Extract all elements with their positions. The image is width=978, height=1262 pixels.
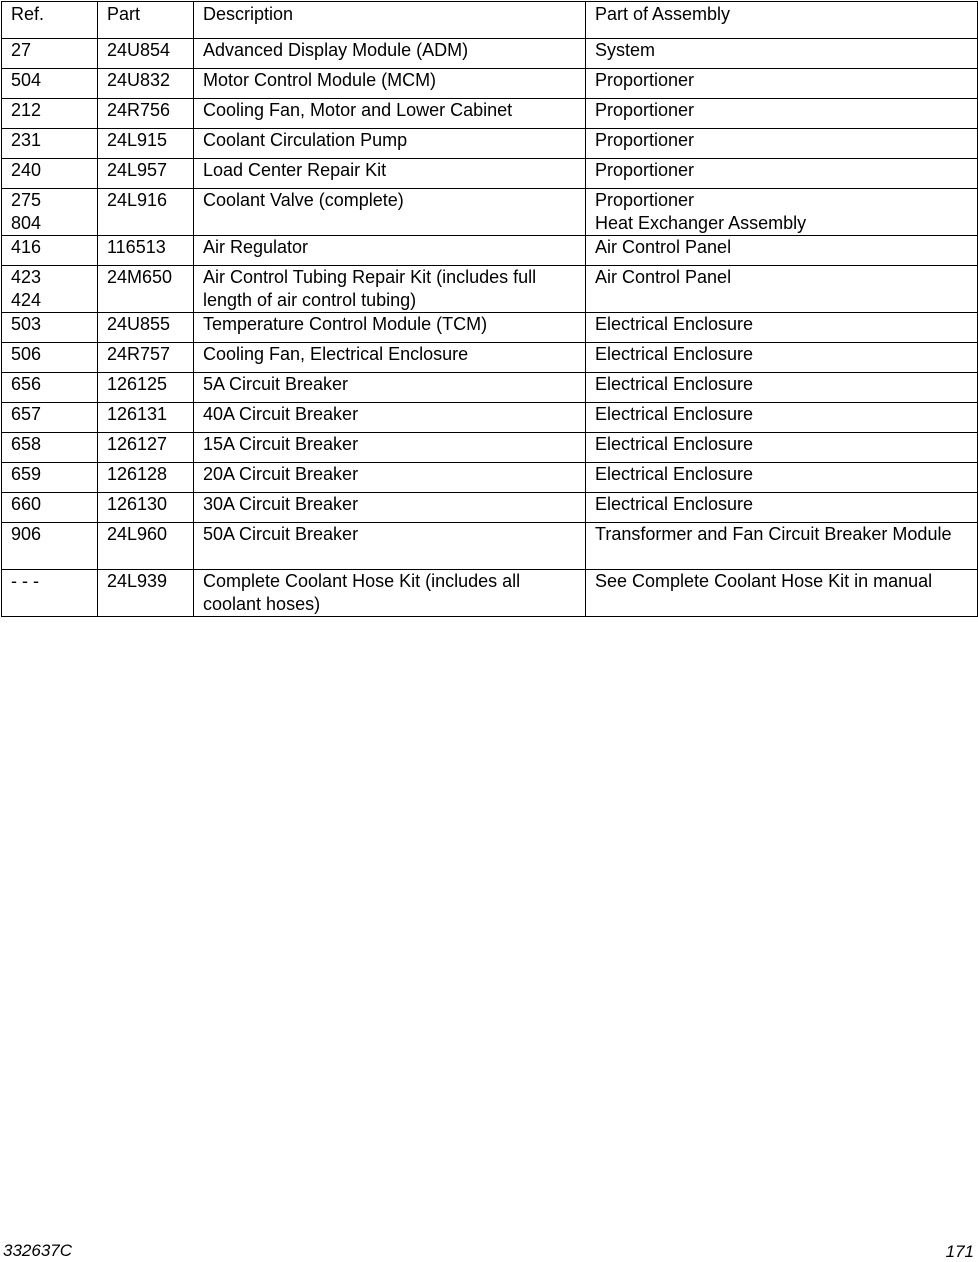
cell-part: 24L916: [98, 189, 194, 236]
page-number: 171: [945, 1242, 974, 1261]
cell-assembly: Electrical Enclosure: [586, 433, 978, 463]
table-row: [2, 236, 978, 266]
cell-assembly: Electrical Enclosure: [586, 403, 978, 433]
cell-assembly: Electrical Enclosure: [586, 373, 978, 403]
cell-ref: 212: [2, 99, 98, 129]
cell-description: Complete Coolant Hose Kit (includes all coolant hoses): [194, 570, 586, 617]
cell-part: 24R756: [98, 99, 194, 129]
cell-description: 50A Circuit Breaker: [194, 523, 586, 570]
table-row: [2, 523, 978, 570]
cell-description: Coolant Circulation Pump: [194, 129, 586, 159]
cell-description: Coolant Valve (complete): [194, 189, 586, 236]
cell-ref: 27: [2, 39, 98, 69]
table-row: [2, 493, 978, 523]
cell-assembly: Air Control Panel: [586, 266, 978, 313]
cell-part: 24M650: [98, 266, 194, 313]
cell-part: 126125: [98, 373, 194, 403]
cell-part: 24R757: [98, 343, 194, 373]
table-body: [2, 39, 978, 617]
cell-description: 30A Circuit Breaker: [194, 493, 586, 523]
table-row: [2, 39, 978, 69]
cell-description: Temperature Control Module (TCM): [194, 313, 586, 343]
cell-part: 24U854: [98, 39, 194, 69]
cell-ref: - - -: [2, 570, 98, 617]
cell-ref: 275 804: [2, 189, 98, 236]
cell-description: Motor Control Module (MCM): [194, 69, 586, 99]
cell-part: 126128: [98, 463, 194, 493]
table-row: [2, 403, 978, 433]
header-row: [2, 2, 978, 39]
table-row: [2, 129, 978, 159]
cell-assembly: Proportioner: [586, 129, 978, 159]
cell-description: 5A Circuit Breaker: [194, 373, 586, 403]
cell-part: 24L939: [98, 570, 194, 617]
cell-ref: 659: [2, 463, 98, 493]
header-description: [194, 2, 586, 39]
cell-description: Cooling Fan, Electrical Enclosure: [194, 343, 586, 373]
header-part-label: Part: [107, 4, 141, 24]
cell-part: 24U832: [98, 69, 194, 99]
cell-assembly: Electrical Enclosure: [586, 463, 978, 493]
cell-ref: 906: [2, 523, 98, 570]
document-number: 332637C: [3, 1241, 73, 1260]
header-assembly: [586, 2, 978, 39]
cell-assembly: Proportioner Heat Exchanger Assembly: [586, 189, 978, 236]
parts-table: [1, 1, 978, 617]
cell-ref: 656: [2, 373, 98, 403]
header-assembly-label: Part of Assembly: [595, 4, 731, 24]
cell-assembly: Transformer and Fan Circuit Breaker Module: [586, 523, 978, 570]
table-row: [2, 433, 978, 463]
cell-part: 24U855: [98, 313, 194, 343]
cell-part: 116513: [98, 236, 194, 266]
cell-ref: 503: [2, 313, 98, 343]
table-row: [2, 189, 978, 236]
cell-assembly: Proportioner: [586, 99, 978, 129]
table-row: [2, 159, 978, 189]
cell-description: Load Center Repair Kit: [194, 159, 586, 189]
cell-ref: 657: [2, 403, 98, 433]
table-row: [2, 99, 978, 129]
cell-description: 15A Circuit Breaker: [194, 433, 586, 463]
cell-ref: 416: [2, 236, 98, 266]
cell-assembly: Proportioner: [586, 159, 978, 189]
cell-description: 20A Circuit Breaker: [194, 463, 586, 493]
table-row: [2, 373, 978, 403]
cell-description: Air Regulator: [194, 236, 586, 266]
table-row: [2, 343, 978, 373]
cell-ref: 658: [2, 433, 98, 463]
cell-assembly: Electrical Enclosure: [586, 313, 978, 343]
cell-assembly: Air Control Panel: [586, 236, 978, 266]
cell-ref: 506: [2, 343, 98, 373]
cell-assembly: Electrical Enclosure: [586, 493, 978, 523]
cell-part: 126131: [98, 403, 194, 433]
cell-ref: 660: [2, 493, 98, 523]
cell-assembly: Electrical Enclosure: [586, 343, 978, 373]
header-ref: [2, 2, 98, 39]
cell-description: 40A Circuit Breaker: [194, 403, 586, 433]
cell-ref: 231: [2, 129, 98, 159]
cell-assembly: System: [586, 39, 978, 69]
header-part: [98, 2, 194, 39]
cell-description: Advanced Display Module (ADM): [194, 39, 586, 69]
cell-assembly: See Complete Coolant Hose Kit in manual: [586, 570, 978, 617]
header-description-label: Description: [203, 4, 294, 24]
cell-part: 24L957: [98, 159, 194, 189]
cell-part: 24L915: [98, 129, 194, 159]
header-ref-label: Ref.: [11, 4, 45, 24]
table-header: [2, 2, 978, 39]
cell-part: 126127: [98, 433, 194, 463]
table-row: [2, 266, 978, 313]
cell-assembly: Proportioner: [586, 69, 978, 99]
cell-description: Cooling Fan, Motor and Lower Cabinet: [194, 99, 586, 129]
table-row: [2, 463, 978, 493]
cell-ref: 240: [2, 159, 98, 189]
cell-ref: 504: [2, 69, 98, 99]
table-row: [2, 313, 978, 343]
cell-part: 126130: [98, 493, 194, 523]
cell-description: Air Control Tubing Repair Kit (includes full length of air control tubing): [194, 266, 586, 313]
table-row: [2, 570, 978, 617]
table-row: [2, 69, 978, 99]
cell-ref: 423 424: [2, 266, 98, 313]
cell-part: 24L960: [98, 523, 194, 570]
